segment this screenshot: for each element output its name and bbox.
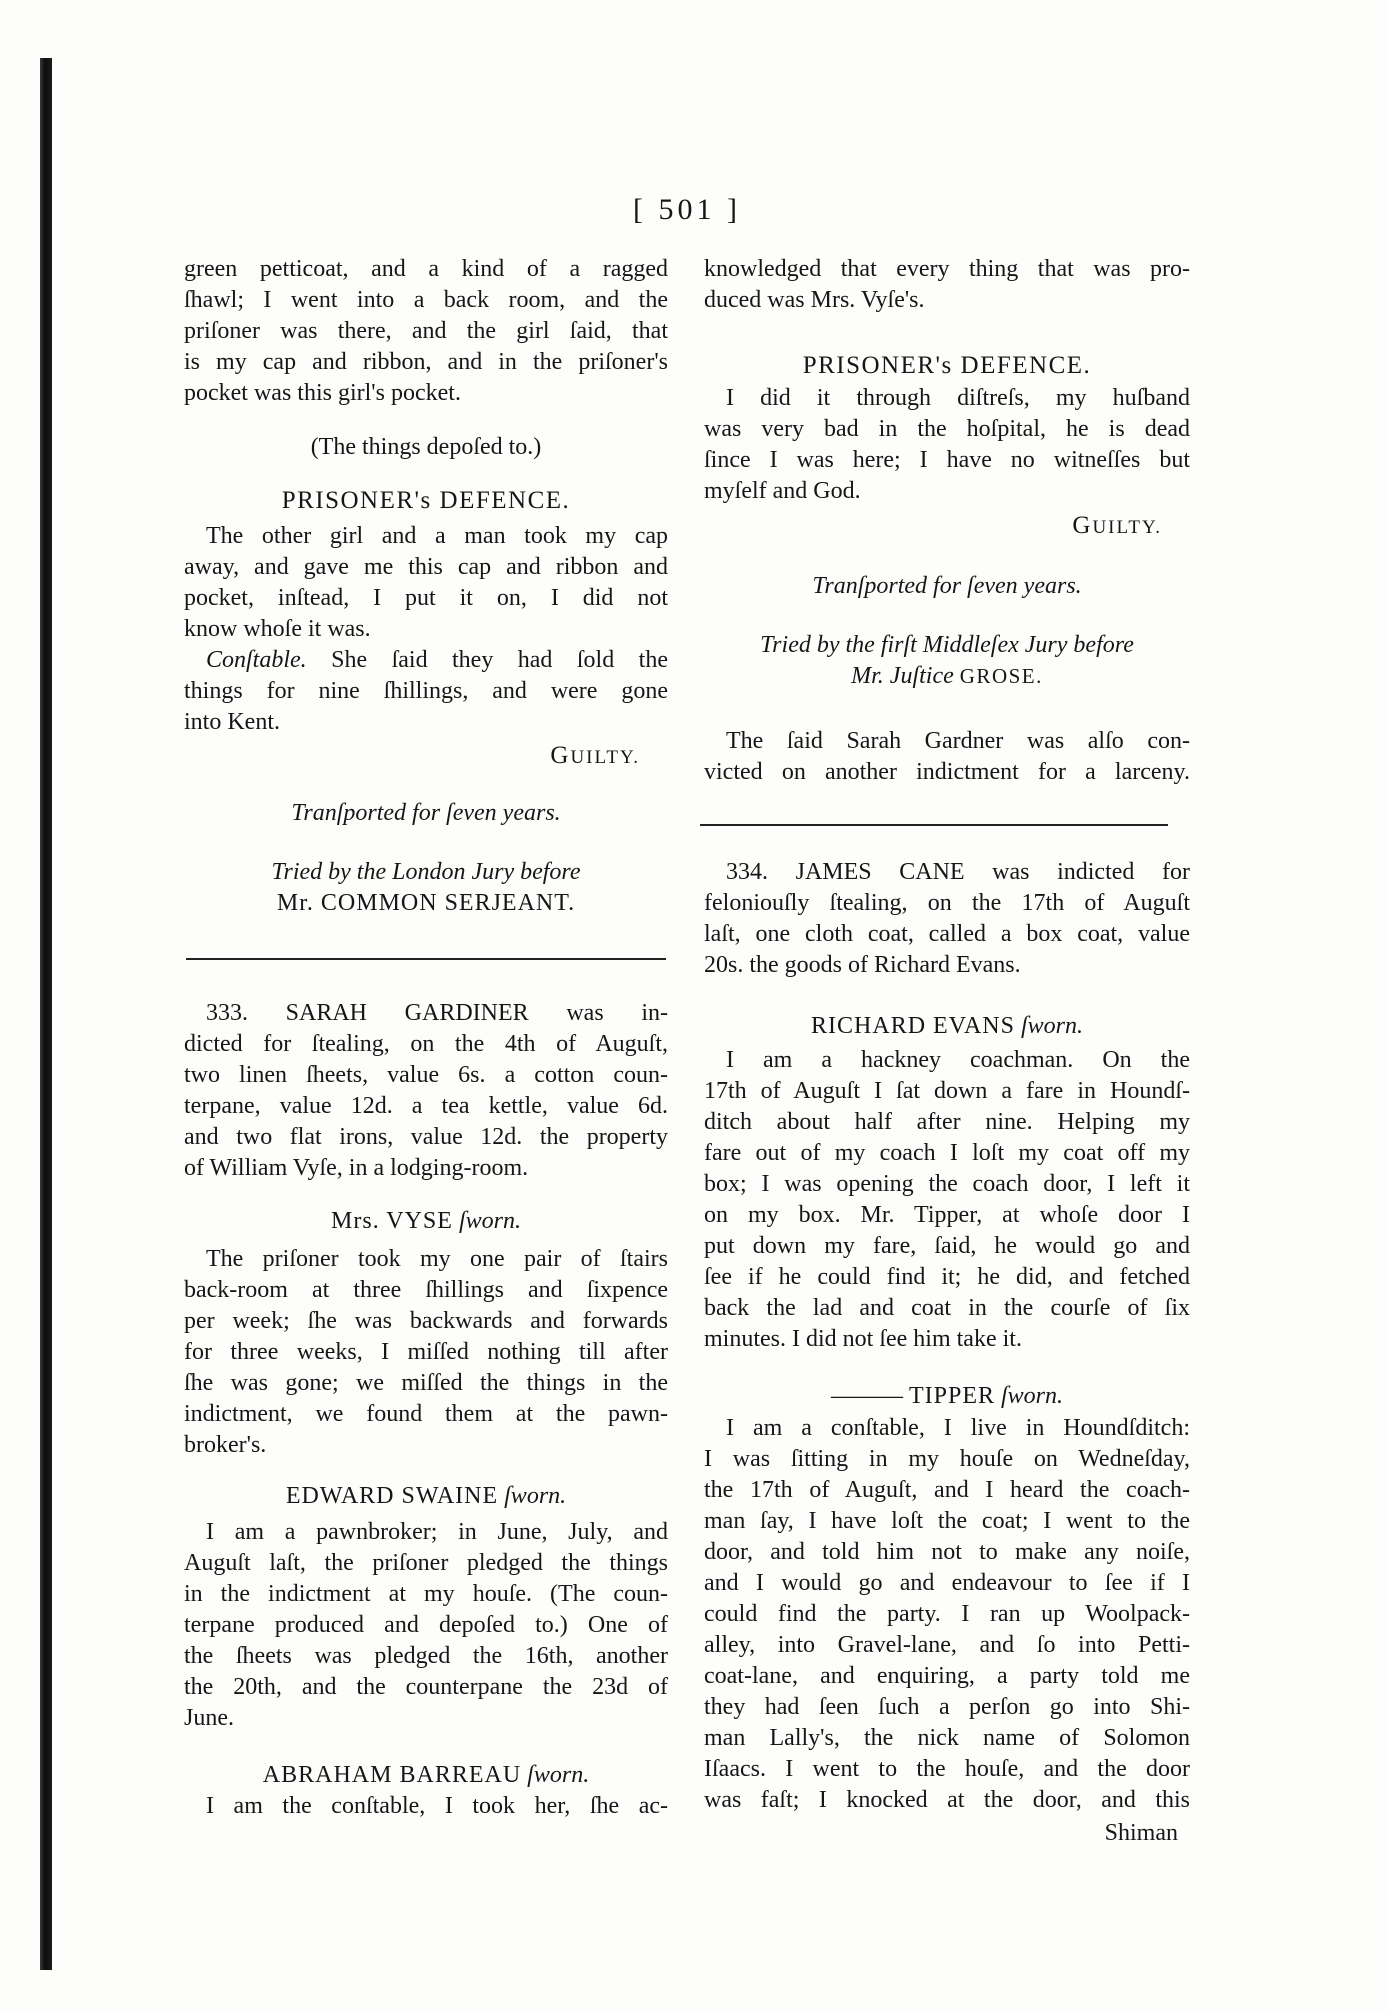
- section-heading: PRISONER's DEFENCE.: [802, 352, 1092, 379]
- judge-name: GROSE.: [959, 664, 1043, 688]
- body-line: I am the conſtable, I took her, ſhe ac-: [206, 1793, 668, 1819]
- defence-paragraph: [704, 383, 1190, 507]
- body-line: back the lad and coat in the courſe of ſix: [704, 1295, 1190, 1321]
- body-line: was very bad in the hoſpital, he is dead: [704, 416, 1190, 442]
- judge-title: Mr. Juſtice: [851, 663, 954, 689]
- judge-line: Mr. COMMON SERJEANT.: [276, 890, 576, 916]
- body-line: could find the party. I ran up Woolpack-: [704, 1601, 1190, 1627]
- witness-heading-evans: [704, 1011, 1190, 1042]
- body-line: put down my fare, ſaid, he would go and: [704, 1233, 1190, 1259]
- body-line: the 20th, and the counterpane the 23d of: [184, 1674, 668, 1700]
- body-line: was faſt; I knocked at the door, and this: [704, 1787, 1190, 1813]
- continued-paragraph: [184, 254, 668, 409]
- witness-name: RICHARD EVANS: [811, 1013, 1015, 1039]
- sworn-label: ſworn.: [527, 1762, 590, 1788]
- body-line: fare out of my coach I loſt my coat off my: [704, 1140, 1190, 1166]
- vyse-testimony: [184, 1244, 668, 1461]
- witness-heading: [704, 1011, 1190, 1042]
- body-line: Auguſt laſt, the priſoner pledged the things: [184, 1550, 668, 1576]
- body-line: box; I was opening the coach door, I left it: [704, 1171, 1190, 1197]
- body-line: door, and told him not to make any noiſe,: [704, 1539, 1190, 1565]
- body-line: in the indictment at my houſe. (The coun-: [184, 1581, 668, 1607]
- witness-name: Mrs. VYSE: [331, 1208, 453, 1234]
- catchword: [704, 1818, 1190, 1849]
- witness-name: EDWARD SWAINE: [285, 1483, 499, 1509]
- body-line: priſoner was there, and the girl ſaid, that: [184, 318, 668, 344]
- witness-heading-barreau: [184, 1760, 668, 1791]
- body-line: 17th of Auguſt I ſat down a fare in Houndſ-: [704, 1078, 1190, 1104]
- sentence-line: Tranſported for ſeven years.: [812, 573, 1082, 599]
- body-line: and two flat irons, value 12d. the property: [184, 1124, 668, 1150]
- verdict-line: [704, 510, 1190, 541]
- witness-heading: [184, 1206, 668, 1237]
- body-line: know whoſe it was.: [184, 616, 371, 642]
- body-line: feloniouſly ſtealing, on the 17th of Auguſt: [704, 890, 1190, 916]
- body-line: alley, into Gravel-lane, and ſo into Petti-: [704, 1632, 1190, 1658]
- body-line: the ſheets was pledged the 16th, another: [184, 1643, 668, 1669]
- additional-conviction-note: [704, 726, 1190, 788]
- case-heading-line: 334. JAMES CANE was indicted for: [726, 859, 1190, 885]
- body-line: of William Vyſe, in a lodging-room.: [184, 1155, 529, 1181]
- body-line: Iſaacs. I went to the houſe, and the door: [704, 1756, 1190, 1782]
- body-line: laſt, one cloth coat, called a box coat, value: [704, 921, 1190, 947]
- body-line: two linen ſheets, value 6s. a cotton coun-: [184, 1062, 668, 1088]
- body-line: man ſay, I have loſt the coat; I went to the: [704, 1508, 1190, 1534]
- tipper-testimony: [704, 1413, 1190, 1816]
- constable-line: [184, 645, 668, 676]
- witness-heading-tipper: [704, 1381, 1190, 1412]
- swaine-testimony: [184, 1517, 668, 1734]
- witness-heading-vyse: [184, 1206, 668, 1237]
- body-line: duced was Mrs. Vyſe's.: [704, 287, 925, 313]
- body-line: The other girl and a man took my cap: [206, 523, 668, 549]
- sworn-label: ſworn.: [504, 1483, 567, 1509]
- body-line: back-room at three ſhillings and ſixpence: [184, 1277, 668, 1303]
- verdict-text: GUILTY.: [550, 742, 640, 769]
- body-line: broker's.: [184, 1432, 267, 1458]
- body-text: She ſaid they had ſold the: [331, 647, 668, 673]
- sentence: [184, 798, 668, 829]
- sentence-line: Tranſported for ſeven years.: [291, 800, 561, 826]
- body-line: man Lally's, the nick name of Solomon: [704, 1725, 1190, 1751]
- body-line: I was ſitting in my houſe on Wedneſday,: [704, 1446, 1190, 1472]
- case-333-paragraph: [184, 998, 668, 1184]
- body-line: terpane, value 12d. a tea kettle, value 6d.: [184, 1093, 668, 1119]
- body-line: myſelf and God.: [704, 478, 861, 504]
- defence-paragraph: [184, 521, 668, 738]
- continued-paragraph: [704, 254, 1190, 316]
- body-line: coat-lane, and enquiring, a party told me: [704, 1663, 1190, 1689]
- body-line: for three weeks, I miſſed nothing till after: [184, 1339, 668, 1365]
- body-line: into Kent.: [184, 709, 280, 735]
- verdict-line: [184, 740, 668, 771]
- verdict: [704, 510, 1190, 541]
- body-line: I am a hackney coachman. On the: [726, 1047, 1190, 1073]
- things-deposed-note: [184, 432, 668, 463]
- scan-binding-edge: [40, 58, 52, 1970]
- sworn-label: ſworn.: [1001, 1383, 1064, 1409]
- body-line: I am a conſtable, I live in Houndſditch:: [726, 1415, 1190, 1441]
- body-line: pocket, inſtead, I put it on, I did not: [184, 585, 668, 611]
- body-line: knowledged that every thing that was pro-: [704, 256, 1190, 282]
- body-line: The ſaid Sarah Gardner was alſo con-: [726, 728, 1190, 754]
- verdict-text: GUILTY.: [1072, 512, 1162, 539]
- trial-note: [184, 857, 668, 919]
- body-line: indictment, we found them at the pawn-: [184, 1401, 668, 1427]
- defence-heading: [704, 350, 1190, 381]
- barreau-testimony: [184, 1791, 668, 1822]
- body-line: the 17th of Auguſt, and I heard the coach-: [704, 1477, 1190, 1503]
- case-334-paragraph: [704, 857, 1190, 981]
- body-line: ditch about half after nine. Helping my: [704, 1109, 1190, 1135]
- body-line: I did it through diſtreſs, my huſband: [726, 385, 1190, 411]
- verdict: [184, 740, 668, 771]
- witness-name: TIPPER: [908, 1383, 995, 1409]
- note-line: (The things depoſed to.): [310, 434, 542, 460]
- body-line: minutes. I did not ſee him take it.: [704, 1326, 1022, 1352]
- body-line: and I would go and endeavour to ſee if I: [704, 1570, 1190, 1596]
- body-line: pocket was this girl's pocket.: [184, 380, 461, 406]
- section-rule: [700, 824, 1168, 826]
- section-rule: [186, 958, 666, 960]
- evans-testimony: [704, 1045, 1190, 1355]
- body-line: away, and gave me this cap and ribbon and: [184, 554, 668, 580]
- body-line: ſince I was here; I have no witneſſes but: [704, 447, 1190, 473]
- body-line: terpane produced and depoſed to.) One of: [184, 1612, 668, 1638]
- body-line: they had ſeen ſuch a perſon go into Shi-: [704, 1694, 1190, 1720]
- speaker-label: Conſtable.: [206, 647, 307, 673]
- body-line: per week; ſhe was backwards and forwards: [184, 1308, 668, 1334]
- sworn-label: ſworn.: [458, 1208, 521, 1234]
- case-heading-line: 333. SARAH GARDINER was in-: [206, 1000, 668, 1026]
- witness-heading-swaine: [184, 1481, 668, 1512]
- body-line: is my cap and ribbon, and in the priſoner's: [184, 349, 668, 375]
- section-heading: PRISONER's DEFENCE.: [281, 487, 571, 514]
- body-line: The priſoner took my one pair of ſtairs: [206, 1246, 668, 1272]
- defence-heading: [184, 485, 668, 516]
- body-line: I am a pawnbroker; in June, July, and: [206, 1519, 668, 1545]
- name-dash: ———: [830, 1383, 903, 1409]
- body-line: things for nine ſhillings, and were gone: [184, 678, 668, 704]
- sworn-label: ſworn.: [1020, 1013, 1083, 1039]
- trial-note: [704, 630, 1190, 692]
- catchword-text: Shiman: [1104, 1820, 1178, 1846]
- body-line: green petticoat, and a kind of a ragged: [184, 256, 668, 282]
- witness-heading: [184, 1760, 668, 1791]
- body-line: ſee if he could find it; he did, and fetched: [704, 1264, 1190, 1290]
- body-line: victed on another indictment for a larceny.: [704, 759, 1190, 785]
- witness-heading: [184, 1481, 668, 1512]
- trial-note-line: Tried by the firſt Middleſex Jury before: [760, 632, 1134, 658]
- witness-name: ABRAHAM BARREAU: [262, 1762, 522, 1788]
- body-line: June.: [184, 1705, 234, 1731]
- page-number: [ 501 ]: [633, 193, 741, 226]
- body-line: 20s. the goods of Richard Evans.: [704, 952, 1021, 978]
- body-line: ſhawl; I went into a back room, and the: [184, 287, 668, 313]
- body-line: on my box. Mr. Tipper, at whoſe door I: [704, 1202, 1190, 1228]
- body-line: ſhe was gone; we miſſed the things in the: [184, 1370, 668, 1396]
- witness-heading: [704, 1381, 1190, 1412]
- body-line: dicted for ſtealing, on the 4th of Auguſt,: [184, 1031, 668, 1057]
- trial-note-line: Tried by the London Jury before: [271, 859, 581, 885]
- judge-line: [704, 661, 1190, 692]
- sentence: [704, 571, 1190, 602]
